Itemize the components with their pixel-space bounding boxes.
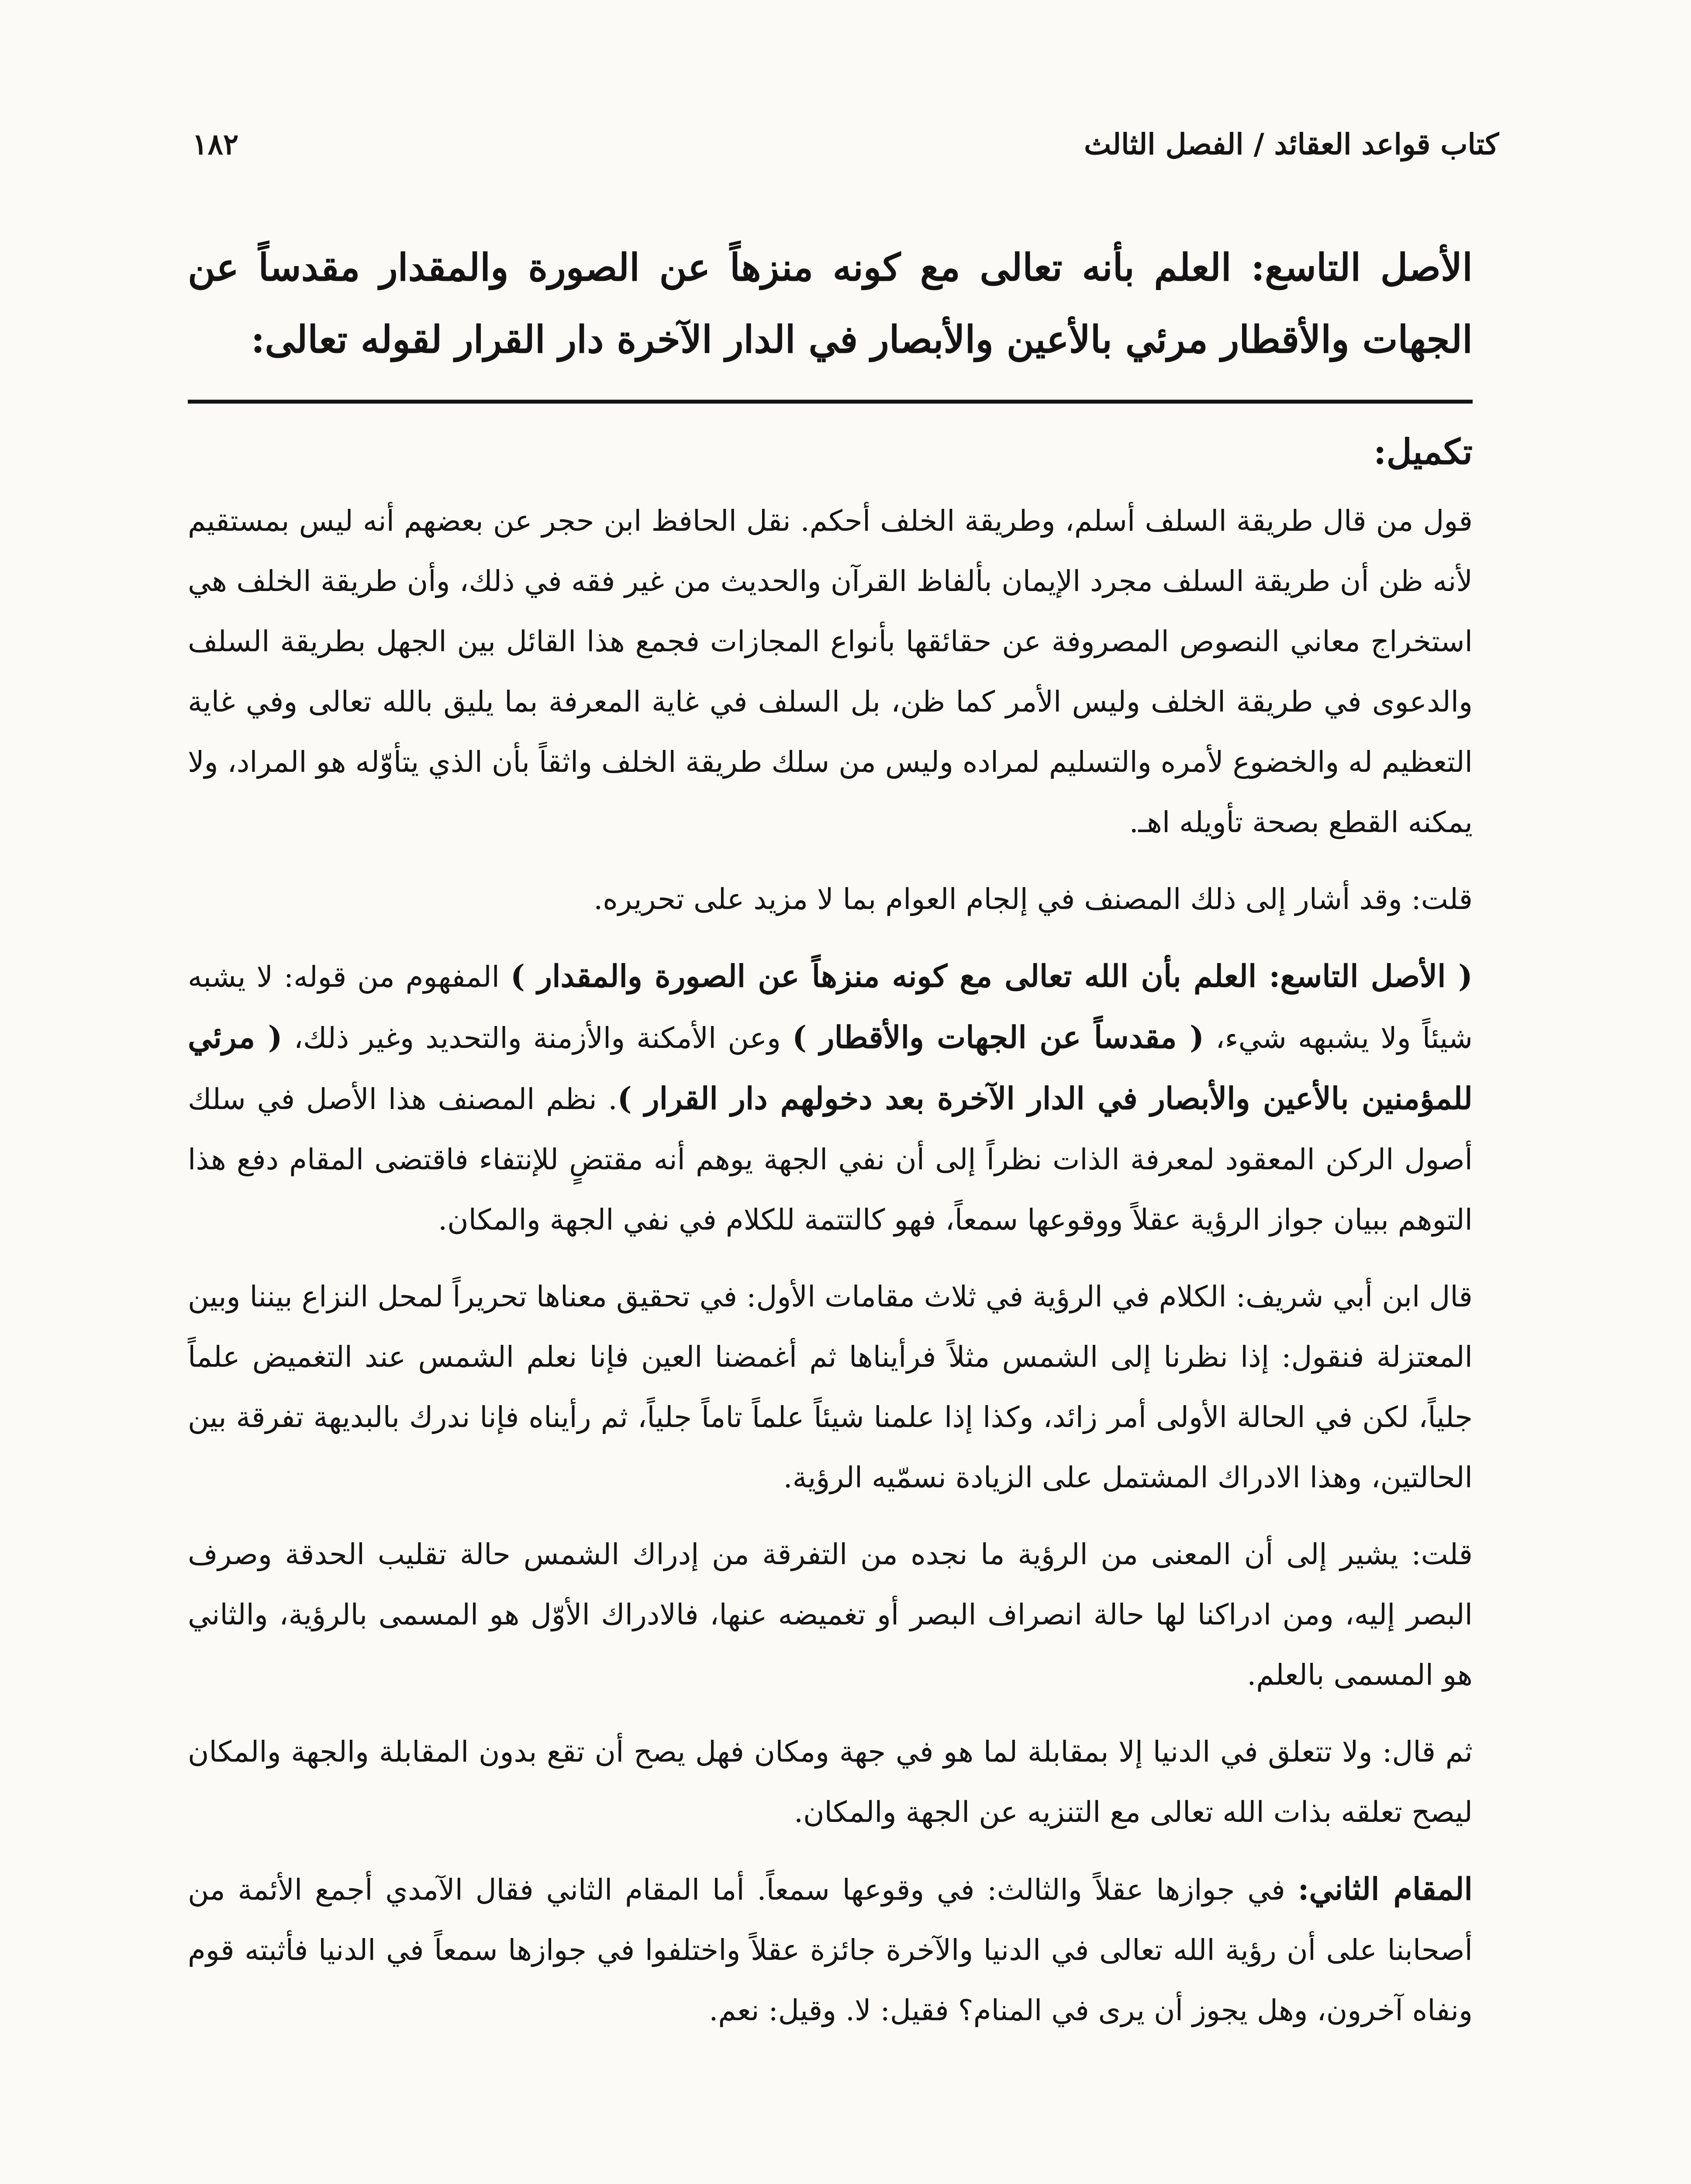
commentary-text: وعن الأمكنة والأزمنة والتحديد وغير ذلك، [282, 1021, 793, 1055]
section-title: تكميل: [1374, 431, 1473, 472]
paragraph-6: ثم قال: ولا تتعلق في الدنيا إلا بمقابلة لما هو في جهة ومكان فهل يصح أن تقع بدون المقابلة والجهة والمكان ليصح تعلقه بذات الله تعالى مع التنزيه عن الجهة والمكان. [188, 1735, 1473, 1829]
page-content [188, 232, 1473, 2057]
page-number: ١٨٢ [192, 127, 239, 161]
matn-label: الأصل التاسع: [1251, 245, 1473, 290]
paragraph-2: قلت: وقد أشار إلى ذلك المصنف في إلجام العوام بما لا مزيد على تحريره. [594, 882, 1473, 916]
paragraph-4: قال ابن أبي شريف: الكلام في الرؤية في ثلاث مقامات الأول: في تحقيق معناها تحريراً لمحل النزاع بيننا وبين المعتزلة فنقول: إذا نظرنا إلى الشمس مثلاً فرأيناها ثم أغمضنا العين فإنا نعلم الشمس عند التغميض علماً جلياً، لكن في الحالة الأولى أمر زائد، وكذا إذا علمنا شيئاً علماً تاماً جلياً، ثم رأيناه فإنا ندرك بالبديهة تفرقة بين الحالتين، وهذا الادراك المشتمل على الزيادة نسمّيه الرؤية. [188, 1280, 1473, 1494]
paragraph-1: قول من قال طريقة السلف أسلم، وطريقة الخلف أحكم. نقل الحافظ ابن حجر عن بعضهم أنه ليس بمستقيم لأنه ظن أن طريقة السلف مجرد الإيمان بألفاظ القرآن والحديث من غير فقه في ذلك، وأن طريقة الخلف هي استخراج معاني النصوص المصروفة عن حقائقها بأنواع المجازات فجمع هذا القائل بين الجهل بطريقة السلف والدعوى في طريقة الخلف وليس الأمر كما ظن، بل السلف في غاية المعرفة بما يليق بالله تعالى وفي غاية التعظيم له والخضوع لأمره والتسليم لمراده وليس من سلك طريقة الخلف واثقاً بأن الذي يتأوّله هو المراد، ولا يمكنه القطع بصحة تأويله اهـ. [188, 504, 1473, 839]
quoted-matn: ( مرئي للمؤمنين بالأعين والأبصار في الدار الآخرة بعد دخولهم دار القرار ) [188, 1019, 1473, 1116]
matn-text [188, 232, 1473, 376]
divider-rule [188, 400, 1473, 404]
paragraph-3 [188, 946, 1473, 1250]
quoted-matn: ( مقدساً عن الجهات والأقطار ) [792, 1019, 1204, 1055]
subsection-label: المقام الثاني: [1298, 1871, 1473, 1907]
page-header [192, 120, 1499, 168]
commentary-text: المفهوم من قوله: لا يشبه شيئاً ولا يشبهه شيء، [188, 960, 1473, 1055]
paragraph-5: قلت: يشير إلى أن المعنى من الرؤية ما نجده من التفرقة من إدراك الشمس حالة تقليب الحدقة وصرف البصر إليه، ومن ادراكنا لها حالة انصراف البصر أو تغميضه عنها، فالادراك الأوّل هو المسمى بالرؤية، والثاني هو المسمى بالعلم. [188, 1538, 1473, 1692]
running-title: كتاب قواعد العقائد / الفصل الثالث [1084, 127, 1499, 161]
commentary-text: . نظم المصنف هذا الأصل في سلك أصول الركن المعقود لمعرفة الذات نظراً إلى أن نفي الجهة يوهم أنه مقتضٍ للإنتفاء فاقتضى المقام دفع هذا التوهم ببيان جواز الرؤية عقلاً ووقوعها سمعاً، فهو كالتتمة للكلام في نفي الجهة والمكان. [188, 1082, 1473, 1237]
quoted-matn: ( الأصل التاسع: العلم بأن الله تعالى مع كونه منزهاً عن الصورة والمقدار ) [510, 958, 1473, 994]
matn-body: العلم بأنه تعالى مع كونه منزهاً عن الصورة والمقدار مقدساً عن الجهات والأقطار مرئي بالأعين والأبصار في الدار الآخرة دار القرار لقوله تعالى: [188, 245, 1473, 362]
paragraph-7 [188, 1859, 1473, 2041]
commentary-text: في جوازها عقلاً والثالث: في وقوعها سمعاً. أما المقام الثاني فقال الآمدي أجمع الأئمة من أصحابنا على أن رؤية الله تعالى في الدنيا والآخرة جائزة عقلاً واختلفوا في جوازها سمعاً في الدنيا فأثبته قوم ونفاه آخرون، وهل يجوز أن يرى في المنام؟ فقيل: لا. وقيل: نعم. [188, 1873, 1473, 2027]
